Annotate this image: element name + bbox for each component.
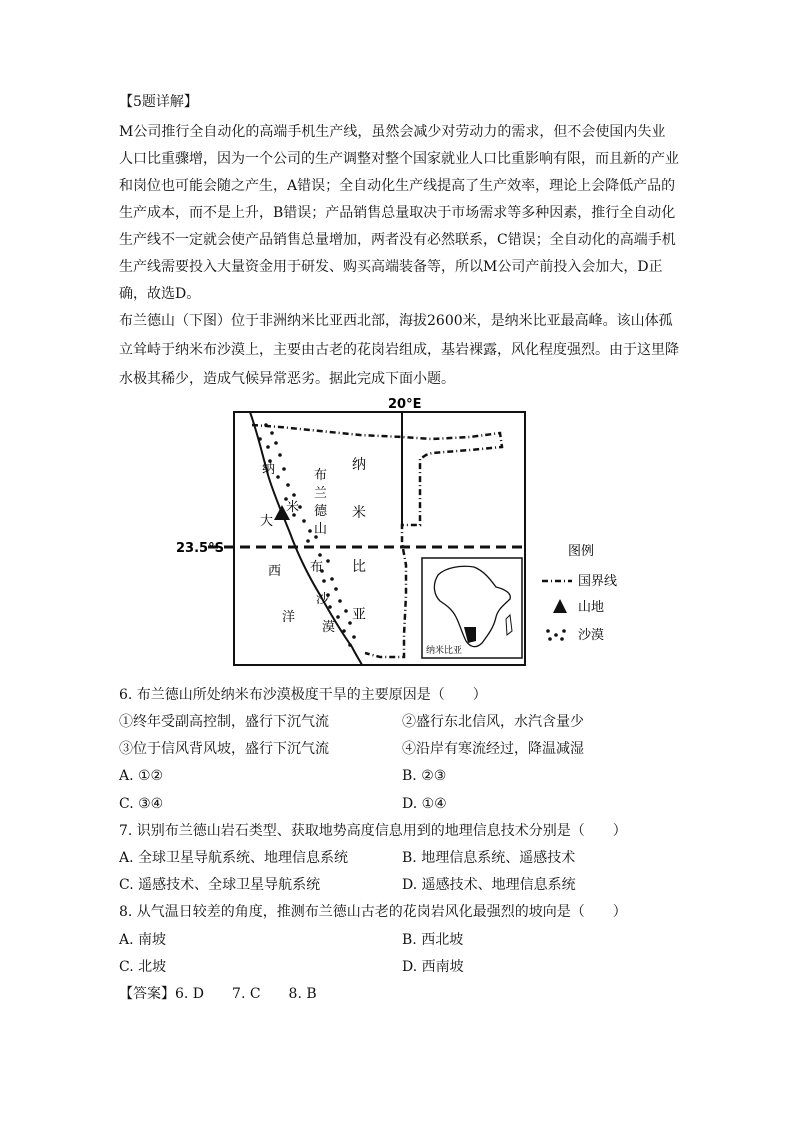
- desert-char: 漠: [322, 620, 336, 635]
- ocean-char: 洋: [282, 610, 296, 625]
- ocean-char: 西: [268, 564, 282, 579]
- intro-line: 立耸峙于纳米布沙漠上，主要由古老的花岗岩组成，基岩裸露，风化程度强烈。由于这里降: [119, 342, 679, 358]
- option: A. 南坡: [119, 932, 167, 948]
- desert-char: 布: [310, 560, 324, 575]
- lon-label: 20°E: [388, 397, 422, 412]
- mountain-char: 兰: [314, 486, 328, 501]
- legend-title: 图例: [568, 544, 595, 559]
- mountain-char: 德: [314, 504, 328, 519]
- legend-mountain-label: 山地: [578, 600, 605, 615]
- namibia-map-figure: [170, 395, 650, 670]
- desert-char: 沙: [316, 592, 330, 607]
- mountain-char: 布: [314, 468, 328, 483]
- option: B. 西北坡: [402, 932, 464, 948]
- option: C. ③④: [119, 796, 164, 812]
- explanation-line: M公司推行全自动化的高端手机生产线，虽然会减少对劳动力的需求，但不会使国内失业: [119, 124, 666, 140]
- legend-mountain-icon: [553, 599, 567, 613]
- section-heading: 【5题详解】: [119, 94, 198, 110]
- legend-desert-label: 沙漠: [578, 628, 605, 643]
- legend-desert-icon: [546, 629, 566, 641]
- option: B. ②③: [402, 768, 447, 784]
- desert-char: 纳: [262, 462, 276, 477]
- explanation-line: 人口比重骤增，因为一个公司的生产调整对整个国家就业人口比重影响有限，而且新的产业: [119, 151, 679, 167]
- intro-line: 水极其稀少，造成气候异常恶劣。据此完成下面小题。: [119, 371, 455, 387]
- option: C. 北坡: [119, 959, 167, 975]
- option: A. ①②: [119, 768, 164, 784]
- statement: ③位于信风背风坡，盛行下沉气流: [119, 741, 329, 757]
- explanation-line: 确，故选D。: [119, 286, 201, 302]
- explanation-line: 和岗位也可能会随之产生，A错误；全自动化生产线提高了生产效率，理论上会降低产品的: [119, 178, 676, 194]
- country-char: 纳: [352, 457, 366, 473]
- option: A. 全球卫星导航系统、地理信息系统: [119, 850, 349, 866]
- legend-border-label: 国界线: [578, 574, 618, 589]
- option: D. ①④: [402, 796, 447, 812]
- lat-label: 23.5°S: [176, 541, 224, 556]
- option: C. 遥感技术、全球卫星导航系统: [119, 877, 321, 893]
- option: D. 遥感技术、地理信息系统: [402, 877, 576, 893]
- explanation-line: 生产成本，而不是上升，B错误；产品销售总量取决于市场需求等多种因素，推行全自动化: [119, 205, 676, 221]
- question-stem: 6. 布兰德山所处纳米布沙漠极度干旱的主要原因是（ ）: [119, 687, 487, 703]
- explanation-line: 生产线不一定就会使产品销售总量增加，两者没有必然联系，C错误；全自动化的高端手机: [119, 232, 676, 248]
- explanation-line: 生产线需要投入大量资金用于研发、购买高端装备等，所以M公司产前投入会加大，D正: [119, 259, 663, 275]
- desert-char: 米: [286, 500, 300, 515]
- inset-label: 纳米比亚: [426, 646, 463, 656]
- statement: ①终年受副高控制，盛行下沉气流: [119, 714, 329, 730]
- question-stem: 8. 从气温日较差的角度，推测布兰德山古老的花岗岩风化最强烈的坡向是（ ）: [119, 904, 627, 920]
- statement: ④沿岸有寒流经过，降温减湿: [402, 741, 584, 757]
- option: D. 西南坡: [402, 959, 464, 975]
- statement: ②盛行东北信风，水汽含量少: [402, 714, 584, 730]
- ocean-char: 大: [260, 514, 274, 529]
- mountain-char: 山: [314, 522, 328, 537]
- option: B. 地理信息系统、遥感技术: [402, 850, 576, 866]
- country-char: 比: [352, 559, 366, 575]
- question-stem: 7. 识别布兰德山岩石类型、获取地势高度信息用到的地理信息技术分别是（ ）: [119, 823, 627, 839]
- intro-line: 布兰德山（下图）位于非洲纳米比亚西北部，海拔2600米，是纳米比亚最高峰。该山体孤: [119, 313, 673, 329]
- answer-line: 【答案】6. D 7. C 8. B: [119, 986, 317, 1002]
- country-char: 米: [352, 505, 366, 521]
- country-char: 亚: [352, 607, 366, 623]
